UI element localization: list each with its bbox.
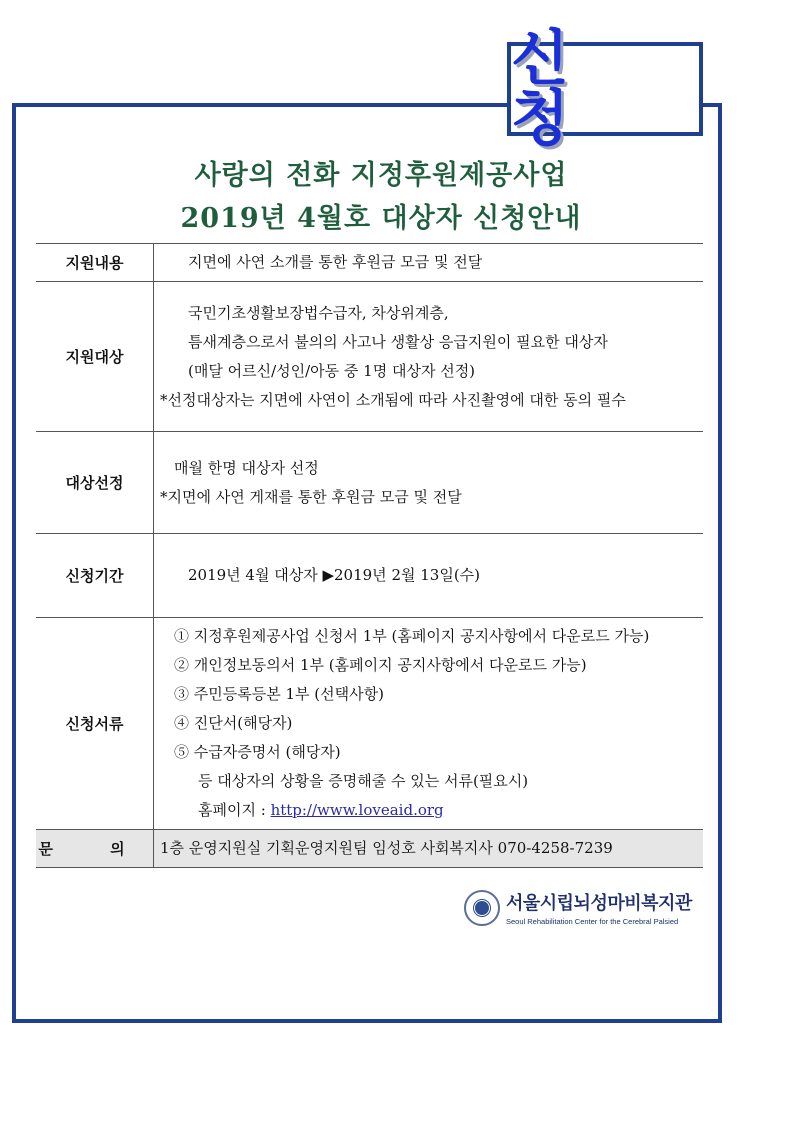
- doc-item: ③ 주민등록등본 1부 (선택사항): [174, 685, 384, 703]
- doc-note: 등 대상자의 상황을 증명해줄 수 있는 서류(필요시): [198, 772, 529, 790]
- application-badge: [507, 24, 703, 154]
- page-title-line1: 사랑의 전화 지정후원제공사업: [194, 160, 568, 191]
- row-text: 틈새계층으로서 불의의 사고나 생활상 응급지원이 필요한 대상자: [188, 332, 608, 351]
- row-note: *선정대상자는 지면에 사연이 소개됨에 따라 사진촬영에 대한 동의 필수: [160, 390, 626, 409]
- row-documents: [36, 618, 703, 830]
- row-selection: [36, 432, 703, 534]
- homepage-line: [160, 796, 703, 825]
- seal-icon: [464, 890, 500, 926]
- row-text: 2019년 4월 대상자 ▶2019년 2월 13일(수): [188, 566, 481, 584]
- row-label: 대상선정: [36, 432, 154, 534]
- contact-text: 1층 운영지원실 기획운영지원팀 임성호 사회복지사 070-4258-7239: [160, 839, 613, 857]
- center-logo: [464, 889, 692, 926]
- logo-name: 서울시립뇌성마비복지관: [506, 893, 692, 914]
- row-support-content: [36, 244, 703, 282]
- row-label: 문 의: [36, 830, 154, 868]
- doc-item: ② 개인정보동의서 1부 (홈페이지 공지사항에서 다운로드 가능): [174, 656, 587, 674]
- row-text: 국민기초생활보장법수급자, 차상위계층,: [188, 303, 449, 322]
- page-title-line2: 2019년 4월호 대상자 신청안내: [180, 203, 582, 234]
- row-contact: [36, 830, 703, 868]
- row-label: 지원대상: [36, 282, 154, 432]
- doc-item: ④ 진단서(해당자): [174, 714, 293, 732]
- logo-english: Seoul Rehabilitation Center for the Cerebral Palsied: [506, 917, 679, 926]
- row-label: 신청서류: [36, 618, 154, 830]
- row-support-target: [36, 282, 703, 432]
- badge-label: 신 청: [511, 24, 617, 154]
- homepage-label: 홈페이지 :: [198, 801, 271, 819]
- row-text: 매월 한명 대상자 선정: [174, 458, 319, 477]
- info-table: [36, 243, 703, 868]
- row-period: [36, 534, 703, 618]
- doc-item: ① 지정후원제공사업 신청서 1부 (홈페이지 공지사항에서 다운로드 가능): [174, 627, 650, 645]
- row-note: *지면에 사연 게재를 통한 후원금 모금 및 전달: [160, 487, 462, 506]
- row-text: 지면에 사연 소개를 통한 후원금 모금 및 전달: [188, 253, 483, 271]
- doc-item: ⑤ 수급자증명서 (해당자): [174, 743, 341, 761]
- homepage-link[interactable]: http://www.loveaid.org: [270, 801, 444, 819]
- row-label: 신청기간: [36, 534, 154, 618]
- row-label: 지원내용: [36, 244, 154, 282]
- row-text: (매달 어르신/성인/아동 중 1명 대상자 선정): [188, 361, 476, 380]
